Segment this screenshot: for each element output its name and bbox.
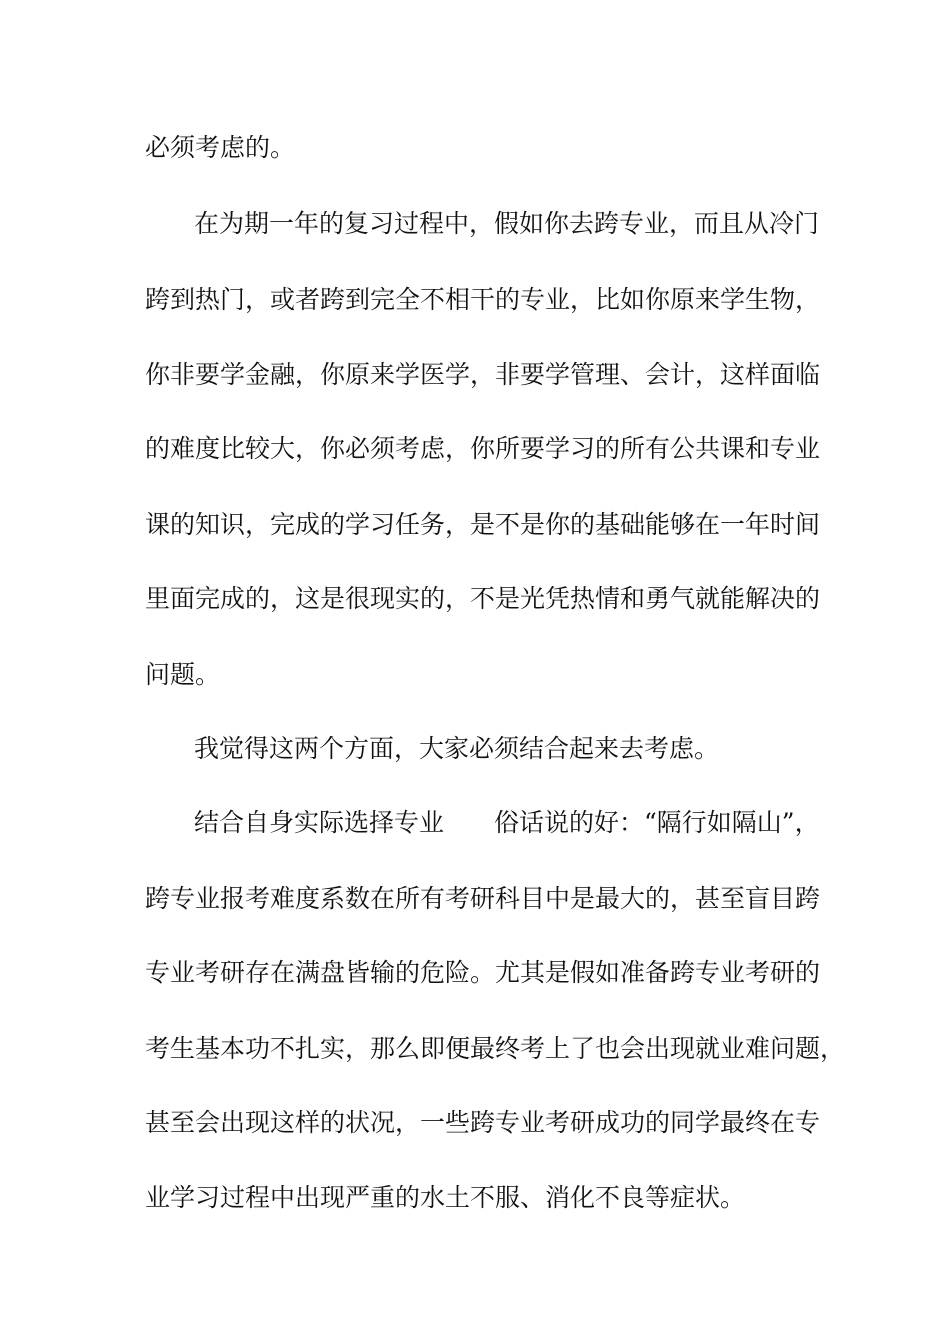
text-line: 你非要学金融，你原来学医学，非要学管理、会计，这样面临: [145, 360, 821, 389]
text-line: 跨到热门，或者跨到完全不相干的专业，比如你原来学生物，: [145, 285, 821, 314]
text-line: 跨专业报考难度系数在所有考研科目中是最大的，甚至盲目跨: [145, 884, 821, 913]
text-line: 考生基本功不扎实，那么即便最终考上了也会出现就业难问题，: [145, 1034, 846, 1063]
section-heading: 结合自身实际选择专业: [194, 808, 445, 837]
text-line: [194, 808, 820, 838]
text-line: 必须考虑的。: [145, 133, 296, 162]
text-line: 甚至会出现这样的状况，一些跨专业考研成功的同学最终在专: [145, 1108, 821, 1137]
text-line: 业学习过程中出现严重的水土不服、消化不良等症状。: [145, 1183, 746, 1212]
text-line: 在为期一年的复习过程中，假如你去跨专业，而且从冷门: [194, 209, 820, 238]
text-fragment: 俗话说的好：“隔行如隔山”，: [494, 808, 820, 837]
text-line: 课的知识，完成的学习任务，是不是你的基础能够在一年时间: [145, 510, 821, 539]
text-line: 专业考研存在满盘皆输的危险。尤其是假如准备跨专业考研的: [145, 958, 821, 987]
text-line: 我觉得这两个方面，大家必须结合起来去考虑。: [194, 734, 720, 763]
text-line: 的难度比较大，你必须考虑，你所要学习的所有公共课和专业: [145, 434, 821, 463]
text-line: 里面完成的，这是很现实的，不是光凭热情和勇气就能解决的: [145, 584, 821, 613]
text-line: 问题。: [145, 660, 221, 689]
